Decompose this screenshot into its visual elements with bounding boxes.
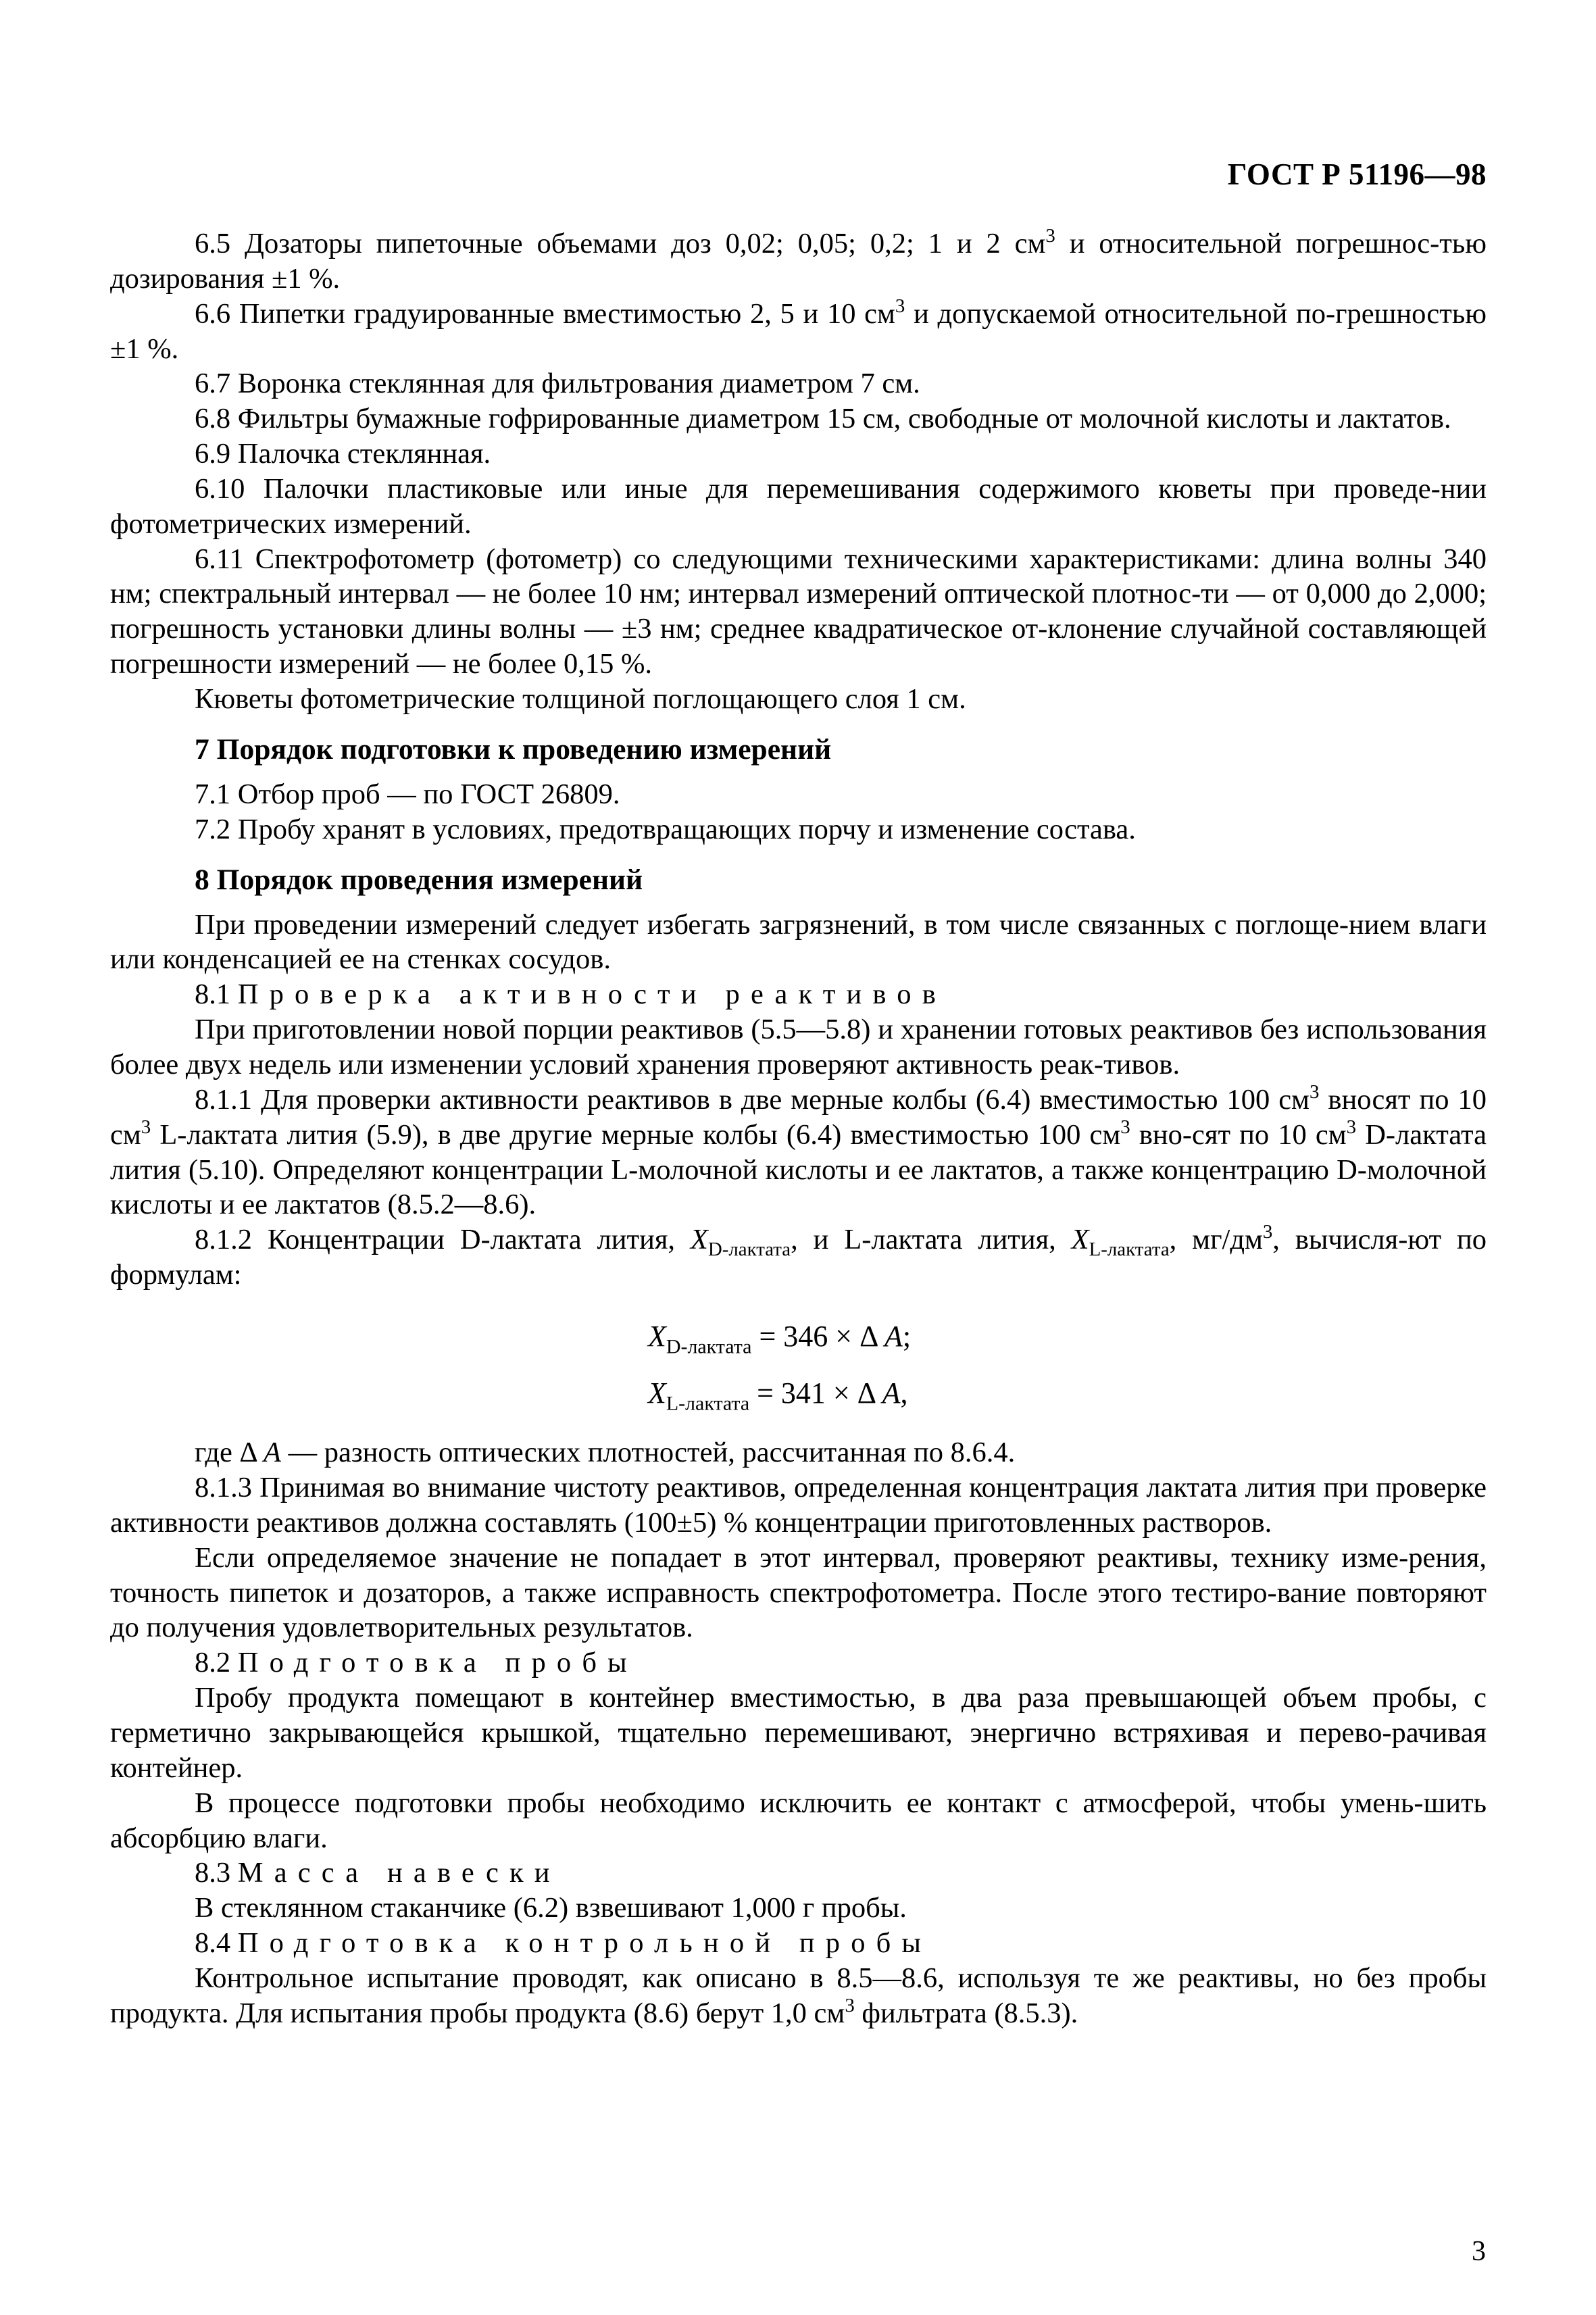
subsection-8-1-heading: 8.1 Проверка активности реактивов <box>195 978 947 1011</box>
paragraph-8-1-1: 8.1.1 Для проверки активности реактивов в две мерные колбы (6.4) вместимостью 100 $см^3$ вносят по 10 $см^3$ L-лактата лития (5.9), в две другие мерные колбы (6.4) вместимостью 100 $см^3$ вно-сят по 10 $см^3$ D-лактата лития (5.10). Определяют концентрации L-молочной кислоты и ее лактатов, а также концентрацию D-молочной кислоты и ее лактатов (8.5.2—8.6). <box>110 1080 1487 1221</box>
paragraph-6-11: 6.11 Спектрофотометр (фотометр) со следующими техническими характеристиками: длина волны 340 нм; спектральный интервал — не более 10 нм; интервал измерений оптической плотнос-ти — от 0,000 до 2,000; погрешность установки длины волны — ±3 нм; среднее квадратическое от-клонение случайной составляющей погрешности измерений — не более 0,15 %. <box>110 543 1487 680</box>
page-number: 3 <box>1472 2236 1486 2267</box>
paragraph-8-4: Контрольное испытание проводят, как описано в 8.5—8.6, используя те же реактивы, но без пробы продукта. Для испытания пробы продукта (8.6) берут 1,0 $см^3$ фильтрата (8.5.3). <box>110 1962 1487 2029</box>
paragraph-7-1: 7.1 Отбор проб — по ГОСТ 26809. <box>195 778 620 810</box>
paragraph-8-2: Пробу продукта помещают в контейнер вместимостью, в два раза превышающей объем пробы, с герметично закрывающейся крышкой, тщательно перемешивают, энергично встряхивая и перево-рачивая контейнер. <box>110 1682 1487 1784</box>
paragraph-cuvettes: Кюветы фотометрические толщиной поглощающего слоя 1 см. <box>195 682 966 715</box>
paragraph-8-1-3-b: Если определяемое значение не попадает в этот интервал, проверяют реактивы, технику изме-рения, точность пипеток и дозаторов, а также исправность спектрофотометра. После этого тестиро-вание повторяют до получения удовлетворительных результатов. <box>110 1541 1487 1644</box>
paragraph-6-6: 6.6 Пипетки градуированные вместимостью 2, 5 и 10 $см^3$ и допускаемой относительной по-грешностью ±1 %. <box>110 295 1487 365</box>
formula-d-lactate: $X_{D-лактата} = 346 \times \Delta$ A; <box>648 1319 912 1358</box>
section-8-heading: 8 Порядок проведения измерений <box>195 863 643 896</box>
subsection-8-2-heading: 8.2 Подготовка пробы <box>195 1647 638 1679</box>
paragraph-8-intro: При проведении измерений следует избегать загрязнений, в том числе связанных с поглоще-нием влаги или конденсацией ее на стенках сосудов. <box>110 908 1487 976</box>
subsection-8-3-heading: 8.3 Масса навески <box>195 1857 561 1889</box>
document-header: ГОСТ Р 51196—98 <box>1227 157 1487 191</box>
document-body <box>110 226 1487 2031</box>
paragraph-8-1: При приготовлении новой порции реактивов (5.5—5.8) и хранении готовых реактивов без использования более двух недель или изменении условий хранения проверяют активность реак-тивов. <box>110 1014 1487 1080</box>
paragraph-6-8: 6.8 Фильтры бумажные гофрированные диаметром 15 см, свободные от молочной кислоты и лактатов. <box>195 403 1451 435</box>
paragraph-8-1-3: 8.1.3 Принимая во внимание чистоту реактивов, определенная концентрация лактата лития при проверке активности реактивов должна составлять (100±5) % концентрации приготовленных растворов. <box>110 1472 1487 1539</box>
paragraph-6-7: 6.7 Воронка стеклянная для фильтрования диаметром 7 см. <box>195 368 920 400</box>
paragraph-7-2: 7.2 Пробу хранят в условиях, предотвращающих порчу и изменение состава. <box>195 813 1136 845</box>
paragraph-8-3: В стеклянном стаканчике (6.2) взвешивают 1,000 г пробы. <box>195 1892 907 1924</box>
section-7-heading: 7 Порядок подготовки к проведению измерений <box>195 732 832 766</box>
paragraph-6-9: 6.9 Палочка стеклянная. <box>195 438 491 470</box>
paragraph-where: где Δ A — разность оптических плотностей, рассчитанная по 8.6.4. <box>195 1437 1016 1469</box>
paragraph-8-2-b: В процессе подготовки пробы необходимо исключить ее контакт с атмосферой, чтобы умень-шить абсорбцию влаги. <box>110 1787 1487 1854</box>
paragraph-8-1-2: 8.1.2 Концентрации D-лактата лития, $X_{D-лактата}$, и L-лактата лития, $X_{L-лактата}$, $мг/дм^3$, вычисля-ют по формулам: <box>110 1221 1487 1291</box>
formula-l-lactate: $X_{L-лактата} = 341 \times \Delta$ A, <box>648 1376 908 1415</box>
subsection-8-4-heading: 8.4 Подготовка контрольной пробы <box>195 1927 932 1960</box>
paragraph-6-10: 6.10 Палочки пластиковые или иные для перемешивания содержимого кюветы при проведе-нии фотометрических измерений. <box>110 472 1487 540</box>
paragraph-6-5: 6.5 Дозаторы пипеточные объемами доз 0,02; 0,05; 0,2; 1 и 2 $см^3$ и относительной погрешнос-тью дозирования ±1 %. <box>110 225 1487 295</box>
